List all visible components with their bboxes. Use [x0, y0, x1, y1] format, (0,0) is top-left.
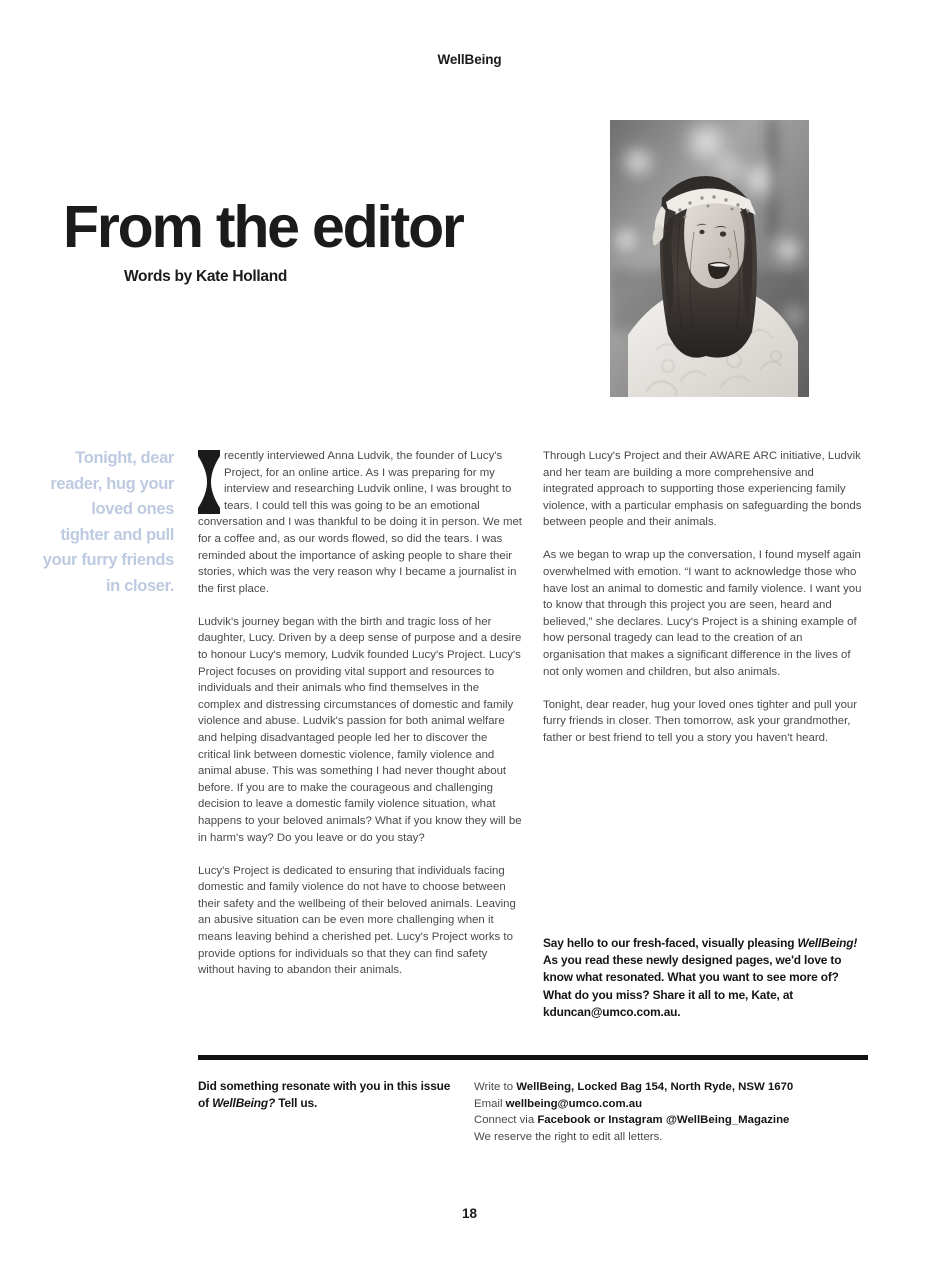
footer-prompt-part2: Tell us. [275, 1096, 318, 1110]
footer-divider-rule [198, 1055, 868, 1060]
paragraph: Through Lucy's Project and their AWARE ARC initiative, Ludvik and her team are building a more comprehensive and integrated approach to supporting those experiencing family violence, with a particular emphasis on safeguarding the bonds between people and their animals. [543, 450, 862, 529]
contact-label: Connect via [474, 1114, 538, 1127]
contact-line-write-to [474, 1079, 874, 1096]
paragraph: Ludvik's journey began with the birth and tragic loss of her daughter, Lucy. Driven by a deep sense of purpose and a desire to honour Lucy's memory, Ludvik founded Lucy's Project. Lucy's Project focuses on providing vital support and resources to individuals and their animals who find themselves in the complex and distressing circumstances of domestic and family violence and abuse. Ludvik's passion for both animal welfare and helping disadvantaged people led her to discover the critical link between domestic violence, family violence and animal abuse. This was something I had never thought about before. If you are to make the courageous and challenging decision to leave a domestic family violence situation, what happens to your beloved animals? What if you know they will be in harm's way? Do you leave or do you stay? [198, 615, 522, 844]
paragraph-text: recently interviewed Anna Ludvik, the founder of Lucy's Project, for an online artice. As I was preparing for my interview and researching Ludvik online, I was brought to tears. I could tell this was going to be an emotional conversation and I was thankful to be doing it in person. We met for a coffee and, as our words flowed, so did the tears. I was reminded about the importance of asking people to share their stories, which was the very reason why I became a journalist in the first place. [198, 450, 522, 595]
byline: Words by Kate Holland [124, 268, 288, 285]
contact-line-email [474, 1096, 874, 1113]
footer-prompt-magazine: WellBeing? [212, 1096, 276, 1110]
paragraph: Tonight, dear reader, hug your loved ones tighter and pull your furry friends in closer. Then tomorrow, ask your grandmother, father or best friend to tell you a story you haven't heard. [543, 698, 858, 744]
hero-photo [610, 120, 809, 397]
pull-quote: Tonight, dear reader, hug your loved ones tighter and pull your furry friends in closer. [42, 449, 174, 595]
paragraph: As we began to wrap up the conversation, I found myself again overwhelmed with emotion. “I want to acknowledge those who have lost an animal to domestic and family violence. I want you to know that through this project you are seen, heard and believed,” she declares. Lucy's Project is a shining example of how personal tragedy can lead to the creation of an organisation that makes a significant difference in the lives of not only women and children, but also animals. [543, 549, 862, 678]
paragraph: Lucy's Project is dedicated to ensuring that individuals facing domestic and family violence do not have to choose between their safety and the wellbeing of their beloved animals. Leaving an abusive situation can be even more challenging when it means leaving behind a cherished pet. Lucy's Project works to provide options for individuals so that they can find safety without having to abandon their animals. [198, 864, 516, 977]
body-column-left [198, 448, 522, 979]
editor-signoff [543, 935, 867, 1021]
page-number: 18 [461, 1206, 478, 1221]
footer-disclaimer: We reserve the right to edit all letters. [474, 1130, 663, 1143]
drop-cap-letter-i [198, 450, 220, 514]
signoff-magazine-name: WellBeing! [797, 936, 858, 950]
contact-value-social-link[interactable]: Facebook or Instagram @WellBeing_Magazine [537, 1114, 790, 1127]
running-head: WellBeing [437, 52, 502, 67]
signoff-text-part2: As you read these newly designed pages, we'd love to know what resonated. What you want to see more of? What do you miss? Share it all to me, Kate, at kduncan@umco.com.au. [543, 953, 842, 1019]
page-title: From the editor [63, 194, 463, 260]
signoff-text-part1: Say hello to our fresh-faced, visually pleasing [543, 936, 798, 950]
contact-label: Email [474, 1097, 506, 1110]
footer-prompt-part1: Did something resonate with you in this issue of [198, 1079, 451, 1110]
contact-value-email-link[interactable]: wellbeing@umco.com.au [505, 1097, 643, 1110]
footer-contact-details [474, 1079, 874, 1145]
footer-prompt [198, 1078, 463, 1112]
paragraph [198, 448, 522, 597]
contact-line-social [474, 1112, 874, 1129]
contact-value: WellBeing, Locked Bag 154, North Ryde, NSW 1670 [516, 1081, 794, 1093]
contact-label: Write to [474, 1081, 517, 1093]
body-column-right [543, 448, 867, 747]
